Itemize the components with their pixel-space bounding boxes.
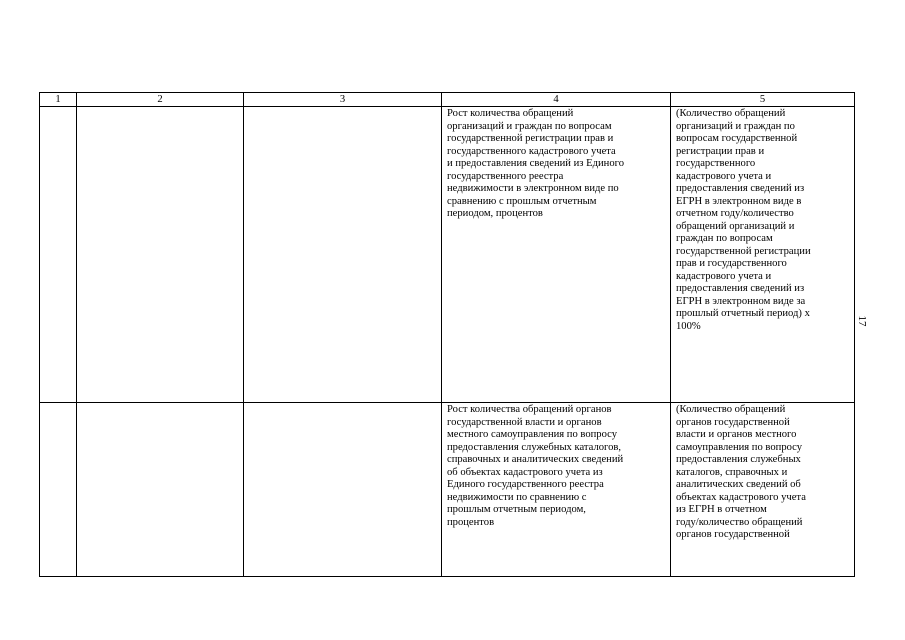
- row1-indicator-name: Рост количества обращений организаций и граждан по вопросам государственной регистрации прав и государственного кадастрового учета и предоставления сведений из Единого государственного реестра недвижимости в электронном виде по сравнению с прошлым отчетным периодом, процентов: [442, 107, 671, 403]
- row2-col1-cell: [40, 403, 77, 577]
- header-col-5: 5: [671, 93, 855, 107]
- row2-indicator-name: Рост количества обращений органов государственной власти и органов местного самоуправления по вопросу предоставления служебных каталогов, справочных и аналитических сведений об объектах кадастрового учета из Единого государственного реестра недвижимости по сравнению с прошлым отчетным периодом, процентов: [442, 403, 671, 577]
- page-number: 17: [856, 315, 868, 327]
- row1-indicator-formula: (Количество обращений организаций и граждан по вопросам государственной регистрации прав и государственного кадастрового учета и предоставления сведений из ЕГРН в электронном виде в отчетном году/количество обращений организаций и граждан по вопросам государственной регистрации прав и государственного кадастрового учета и предоставления сведений из ЕГРН в электронном виде за прошлый отчетный период) x 100%: [671, 107, 855, 403]
- header-row: [40, 93, 855, 107]
- header-col-4: 4: [442, 93, 671, 107]
- row2-col3-cell: [244, 403, 442, 577]
- row2-indicator-formula: (Количество обращений органов государственной власти и органов местного самоуправления по вопросу предоставления служебных каталогов, справочных и аналитических сведений об объектах кадастрового учета из ЕГРН в отчетном году/количество обращений органов государственной: [671, 403, 855, 577]
- row1-col1-cell: [40, 107, 77, 403]
- row1-col3-cell: [244, 107, 442, 403]
- header-col-2: 2: [77, 93, 244, 107]
- table-row: [40, 107, 855, 403]
- indicator-table: [39, 92, 855, 577]
- row2-col2-cell: [77, 403, 244, 577]
- header-col-1: 1: [40, 93, 77, 107]
- row1-col2-cell: [77, 107, 244, 403]
- table-row: [40, 403, 855, 577]
- header-col-3: 3: [244, 93, 442, 107]
